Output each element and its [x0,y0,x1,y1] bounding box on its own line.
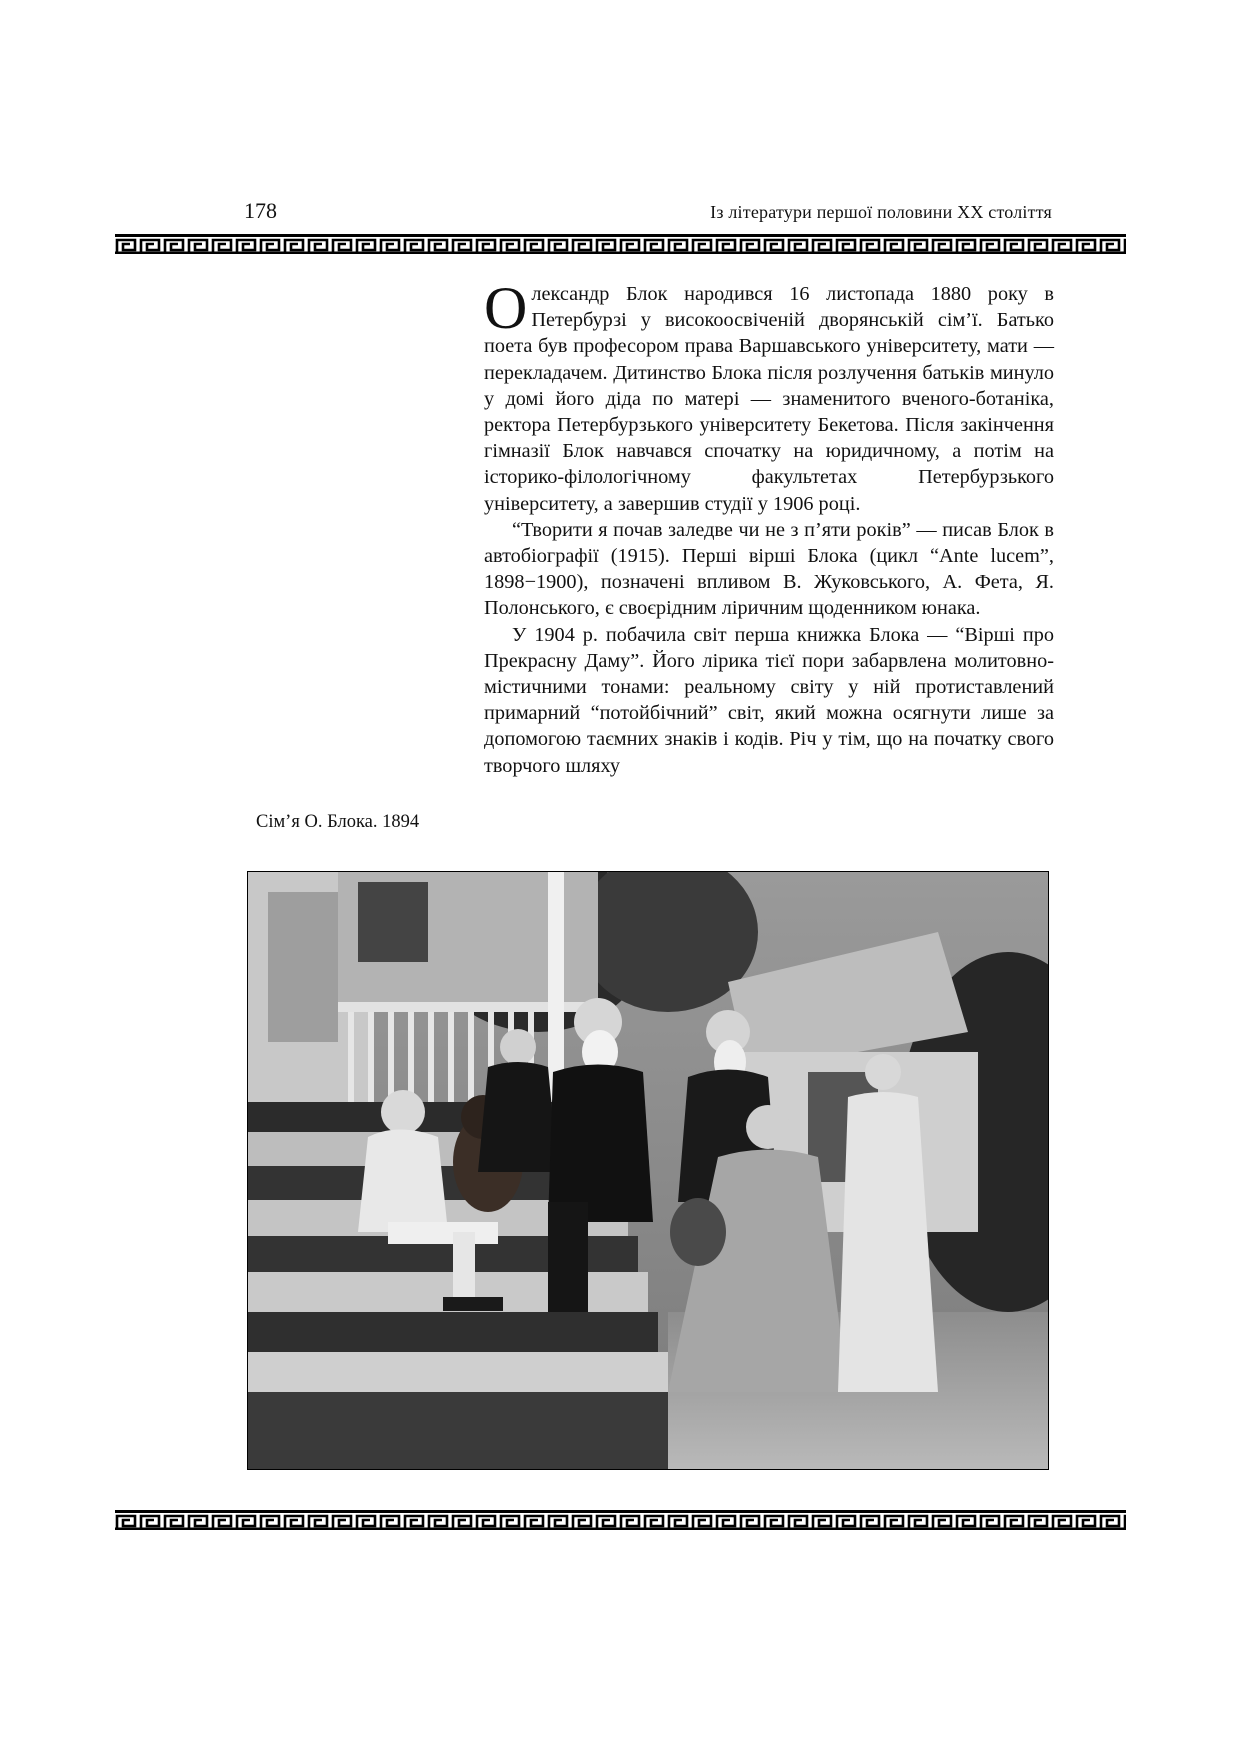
dropcap: О [484,275,528,341]
photo-illustration [248,872,1048,1469]
paragraph-1-text: лександр Блок народився 16 листопада 1880 року в Петербурзі у високоосвіченій дворянській сім’ї. Батько поета був професором права Варшавського університету, мати — перекладачем. Дитинство Блока після розлучення батьків минуло у домі його діда по матері — знаменитого вченого-ботаніка, ректора Петербурзького університету Бекетова. Після закінчення гімназії Блок навчався спочатку на юридичному, а потім на історико-філологічному факультетах Петербурзького університету, а завершив студії у 1906 році. [484,283,1054,515]
paragraph-1 [484,275,1054,517]
ornamental-border-bottom [115,1510,1126,1530]
running-title: Із літератури першої половини XX століття [710,202,1052,222]
family-photo [247,871,1049,1470]
paragraph-3: У 1904 р. побачила світ перша книжка Блока — “Вірші про Прекрасну Даму”. Його лірика тієї пори забарвлена молитовно-містичними тонами: реальному світу у ній протиставлений примарний “потойбічний” світ, який можна осягнути лише за допомогою таємних знаків і кодів. Річ у тім, що на початку свого творчого шляху [484,623,1054,777]
ornamental-border-top [115,234,1126,254]
article-body [484,275,1054,779]
meander-border-icon [115,1510,1126,1530]
page-number: 178 [244,198,277,223]
photo-caption: Сім’я О. Блока. 1894 [256,812,420,832]
meander-border-icon [115,234,1126,254]
paragraph-2: “Творити я почав заледве чи не з п’яти років” — писав Блок в автобіографії (1915). Перші вірші Блока (цикл “Ante lucem”, 1898−1900), позначені впливом В. Жуковського, А. Фета, Я. Полонського, є своєрідним ліричним щоденником юнака. [484,518,1054,620]
